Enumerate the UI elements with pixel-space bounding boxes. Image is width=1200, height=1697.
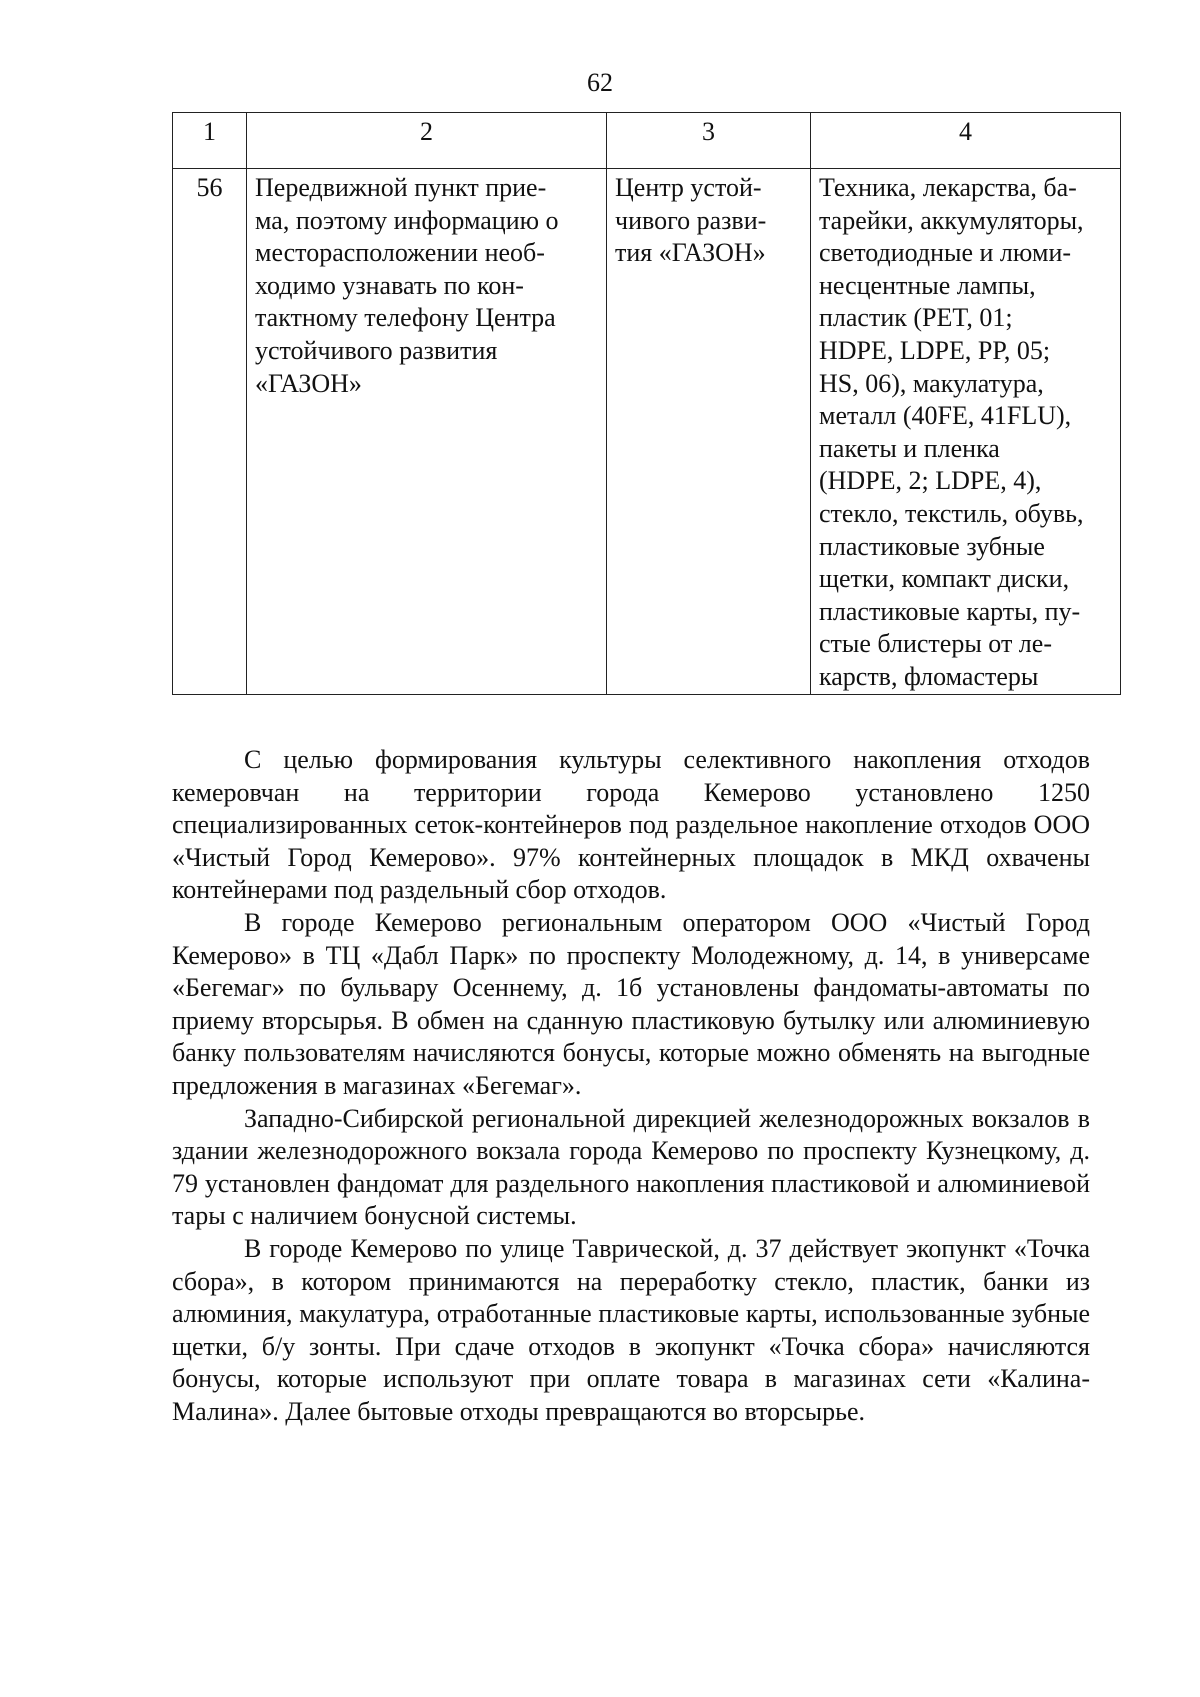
page-number: 62: [587, 68, 613, 97]
table-row: [173, 169, 1121, 695]
column-header: 4: [811, 113, 1121, 169]
paragraph: С целью формирования культуры селективного накопления отходов кемеровчан на территории города Кемерово установлено 1250 специализированных сеток-контейнеров под раздельное накопление отходов ООО «Чистый Город Кемерово». 97% контейнерных площадок в МКД охвачены контейнерами под раздельный сбор отходов.: [172, 745, 1090, 905]
location-cell: [247, 169, 607, 695]
column-header: 3: [607, 113, 811, 169]
column-header: 1: [173, 113, 247, 169]
table-header-row: [173, 113, 1121, 169]
paragraph: В городе Кемерово по улице Таврической, д. 37 действует экопункт «Точка сбора», в котором принимаются на переработку стекло, пластик, банки из алюминия, макулатура, отработанные пластиковые карты, использованные зубные щетки, б/у зонты. При сдаче отходов в экопункт «Точка сбора» начисляются бонусы, которые используют при оплате товара в магазинах сети «Калина-Малина». Далее бытовые отходы превращаются во вторсырье.: [172, 1233, 1090, 1426]
body-text: [172, 744, 1090, 1428]
waste-types-text: Техника, лекарства, ба- тарейки, аккумуляторы, светодиодные и люми- несцентные лампы, пластик (PET, 01; HDPE, LDPE, PP, 05; HS, 06), макулатура, металл (40FE, 41FLU), пакеты и пленка (HDPE, 2; LDPE, 4), стекло, текстиль, обувь, пластиковые зубные щетки, компакт диски, пластиковые карты, пу- стые блистеры от ле- карств, фломастеры: [819, 173, 1084, 691]
collection-points-table: [172, 112, 1121, 695]
waste-types-cell: [811, 169, 1121, 695]
organization-cell: [607, 169, 811, 695]
paragraph: В городе Кемерово региональным оператором ООО «Чистый Город Кемерово» в ТЦ «Дабл Парк» по проспекту Молодежному, д. 14, в универсаме «Бегемаг» по бульвару Осеннему, д. 1б установлены фандоматы-автоматы по приему вторсырья. В обмен на сданную пластиковую бутылку или алюминиевую банку пользователям начисляются бонусы, которые можно обменять на выгодные предложения в магазинах «Бегемаг».: [172, 907, 1090, 1100]
row-number-cell: 56: [173, 169, 247, 695]
paragraph: Западно-Сибирской региональной дирекцией железнодорожных вокзалов в здании железнодорожного вокзала города Кемерово по проспекту Кузнецкому, д. 79 установлен фандомат для раздельного накопления пластиковой и алюминиевой тары с наличием бонусной системы.: [172, 1103, 1090, 1231]
location-text: Передвижной пункт прие- ма, поэтому информацию о месторасположении необ- ходимо узнавать по кон- тактному телефону Центра устойчивого развития «ГАЗОН»: [255, 173, 559, 398]
organization-text: Центр устой- чивого разви- тия «ГАЗОН»: [615, 173, 767, 268]
column-header: 2: [247, 113, 607, 169]
